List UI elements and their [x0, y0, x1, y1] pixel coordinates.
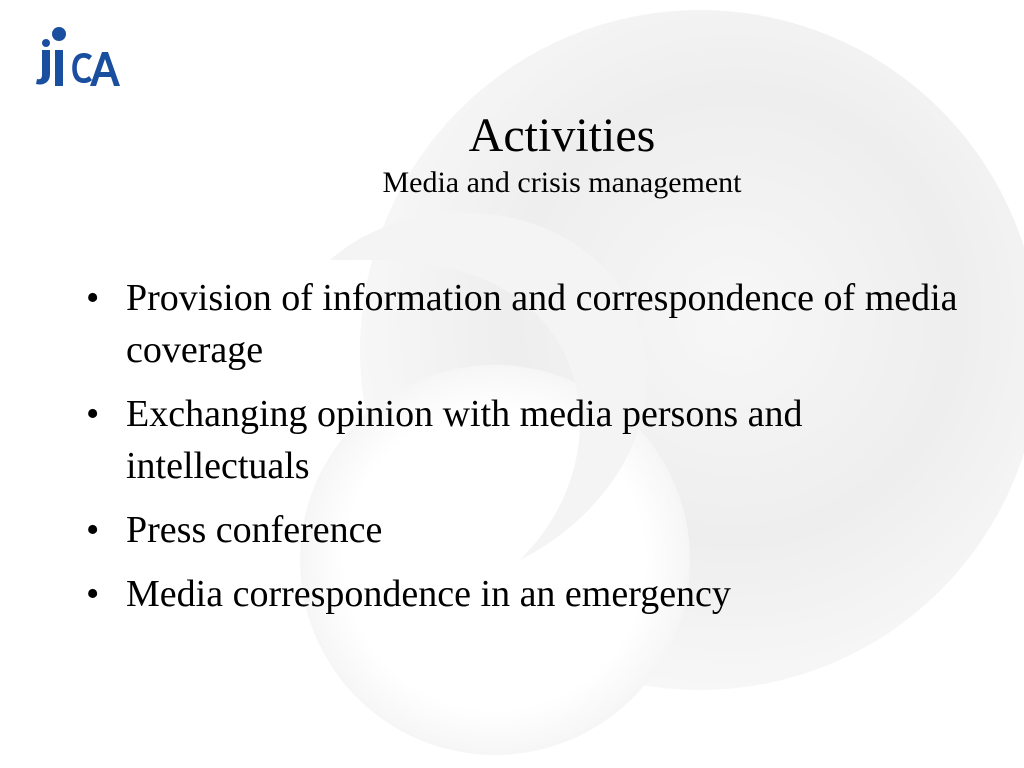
- jica-logo-mark: [30, 26, 122, 92]
- bullet-text: Provision of information and correspondence of media coverage: [126, 277, 958, 371]
- bullet-list: [86, 272, 966, 632]
- bullet-text: Exchanging opinion with media persons and intellectuals: [126, 393, 803, 487]
- bullet-text: Press conference: [126, 509, 383, 551]
- bullet-item: [86, 504, 966, 556]
- title-block: [200, 108, 924, 202]
- bullet-item: [86, 272, 966, 376]
- bullet-marker: •: [86, 509, 100, 551]
- bullet-item: [86, 568, 966, 620]
- bullet-text: Media correspondence in an emergency: [126, 573, 731, 615]
- slide-subtitle: Media and crisis management: [382, 166, 742, 199]
- bullet-marker: •: [86, 277, 100, 319]
- bullet-marker: •: [86, 393, 100, 435]
- bullet-marker: •: [86, 573, 100, 615]
- jica-logo: [30, 26, 122, 92]
- bullet-item: [86, 388, 966, 492]
- slide-title: Activities: [468, 109, 656, 162]
